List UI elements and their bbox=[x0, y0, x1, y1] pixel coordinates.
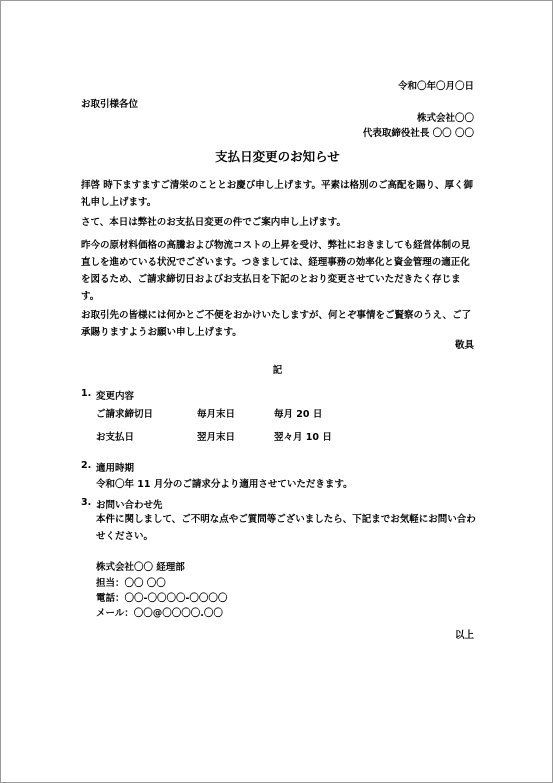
section-3-title: お問い合わせ先 bbox=[96, 500, 163, 511]
contact-person: 担当：〇〇 〇〇 bbox=[96, 578, 166, 589]
ki-heading: 記 bbox=[272, 365, 283, 376]
table-row-2-after: 翌々月 10 日 bbox=[274, 432, 332, 443]
section-2-body: 令和〇年 11 月分のご請求分より適用させていただきます。 bbox=[96, 479, 353, 490]
table-row-1-after: 毎月 20 日 bbox=[274, 409, 323, 420]
paragraph-intro: さて、本日は弊社のお支払日変更の件でご案内申し上げます。 bbox=[81, 217, 347, 228]
paragraph-request: お取引先の皆様には何かとご不便をおかけいたしますが、何とぞ事情をご賢察のうえ、ご了承賜りますようお願い申し上げます。 bbox=[81, 310, 472, 338]
document-title: 支払日変更のお知らせ bbox=[215, 149, 340, 164]
section-3-body: 本件に関しまして、ご不明な点やご質問等ございましたら、下記までお気軽にお問い合わせください。 bbox=[96, 514, 476, 542]
table-row-1-label: ご請求締切日 bbox=[96, 409, 154, 420]
closing-keigu: 敬具 bbox=[454, 340, 474, 351]
recipient: お取引様各位 bbox=[81, 99, 139, 110]
table-row-2-label: お支払日 bbox=[96, 432, 135, 443]
paragraph-greeting: 拝啓 時下ますますご清栄のこととお慶び申し上げます。平素は格別のご高配を賜り、厚く御礼申し上げます。 bbox=[81, 180, 474, 208]
table-row-2-before: 翌月末日 bbox=[197, 432, 236, 443]
contact-company: 株式会社〇〇 経理部 bbox=[96, 562, 185, 573]
sender-representative: 代表取締役社長 〇〇 〇〇 bbox=[362, 128, 474, 139]
contact-email: メール：〇〇@〇〇〇〇.〇〇 bbox=[96, 608, 223, 619]
section-1-title: 変更内容 bbox=[96, 391, 135, 402]
section-1-number: 1. bbox=[81, 388, 92, 399]
section-2-number: 2. bbox=[81, 460, 92, 471]
section-3-number: 3. bbox=[81, 497, 92, 508]
closing-ijo: 以上 bbox=[454, 630, 474, 641]
table-row-1-before: 毎月末日 bbox=[197, 409, 236, 420]
paragraph-reason: 昨今の原材料価格の高騰および物流コストの上昇を受け、弊社におきましても経営体制の見直しを進めている状況でございます。つきましては、経理事務の効率化と資金管理の適正化を図るため、ご請求締切日およびお支払日を下記のとおり変更させていただきたく存じます。 bbox=[81, 240, 471, 302]
sender-company: 株式会社〇〇 bbox=[416, 113, 474, 124]
document-date: 令和〇年〇月〇日 bbox=[397, 81, 474, 92]
contact-phone: 電話：〇〇-〇〇〇〇-〇〇〇〇 bbox=[96, 593, 228, 604]
section-2-title: 適用時期 bbox=[96, 463, 135, 474]
